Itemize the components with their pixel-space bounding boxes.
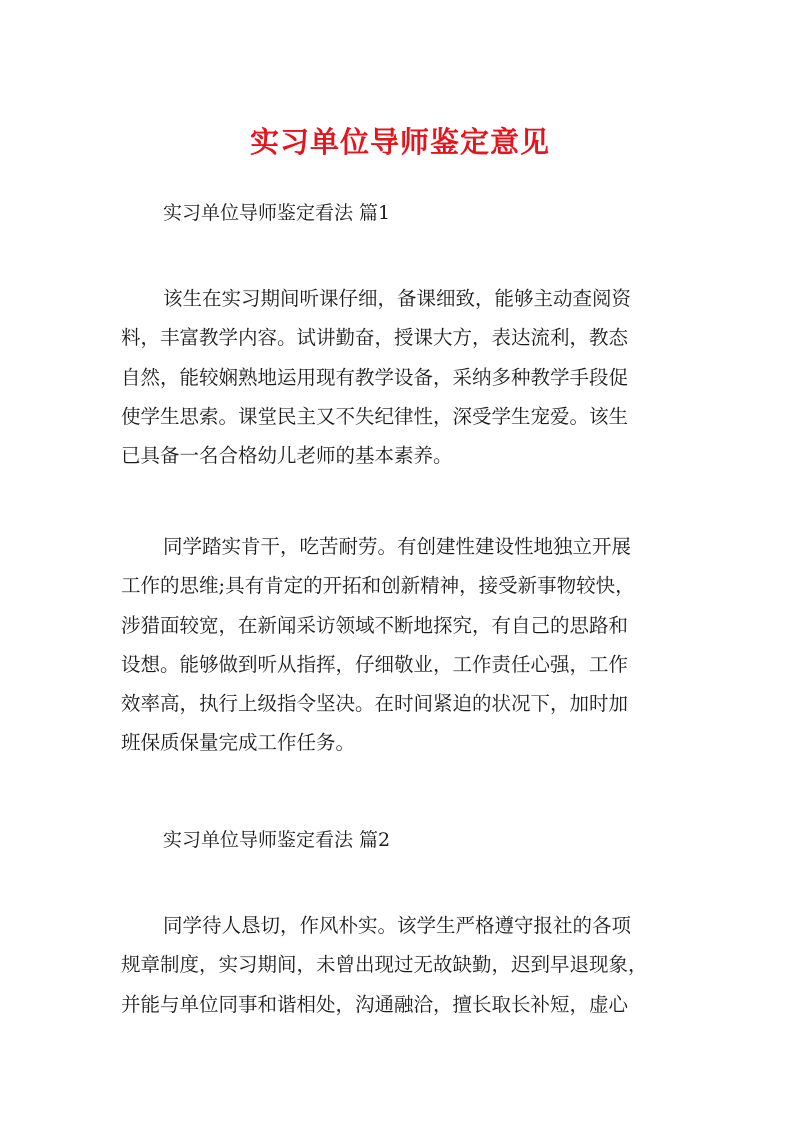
paragraph-line: 自然，能较娴熟地运用现有教学设备，采纳多种教学手段促: [121, 365, 629, 389]
paragraph-line: 效率高，执行上级指令坚决。在时间紧迫的状况下，加时加: [121, 692, 629, 716]
section-heading-2: 实习单位导师鉴定看法 篇2: [163, 829, 391, 851]
paragraph-line: 已具备一名合格幼儿老师的基本素养。: [121, 444, 453, 468]
paragraph-line: 班保质保量完成工作任务。: [121, 731, 356, 755]
document-title: 实习单位导师鉴定意见: [249, 125, 550, 159]
paragraph-line: 设想。能够做到听从指挥，仔细敬业，工作责任心强，工作: [121, 652, 629, 676]
paragraph-2: [121, 527, 691, 763]
paragraph-line: 料，丰富教学内容。试讲勤奋，授课大方，表达流利，教态: [121, 326, 629, 350]
paragraph-line: 并能与单位同事和谐相处，沟通融洽，擅长取长补短，虚心: [121, 992, 629, 1016]
paragraph-1: [121, 279, 691, 475]
paragraph-line: 规章制度，实习期间，未曾出现过无故缺勤，迟到早退现象，: [121, 953, 648, 977]
paragraph-3: [121, 906, 691, 1024]
paragraph-line: 涉猎面较宽，在新闻采访领域不断地探究，有自己的思路和: [121, 613, 629, 637]
paragraph-line: 同学待人恳切，作风朴实。该学生严格遵守报社的各项: [163, 914, 632, 937]
paragraph-line: 工作的思维;具有肯定的开拓和创新精神，接受新事物较快，: [121, 574, 635, 598]
paragraph-line: 该生在实习期间听课仔细，备课细致，能够主动查阅资: [163, 287, 632, 310]
paragraph-line: 使学生思索。课堂民主又不失纪律性，深受学生宠爱。该生: [121, 404, 629, 428]
section-heading-1: 实习单位导师鉴定看法 篇1: [163, 202, 391, 224]
paragraph-line: 同学踏实肯干，吃苦耐劳。有创建性建设性地独立开展: [163, 535, 632, 558]
